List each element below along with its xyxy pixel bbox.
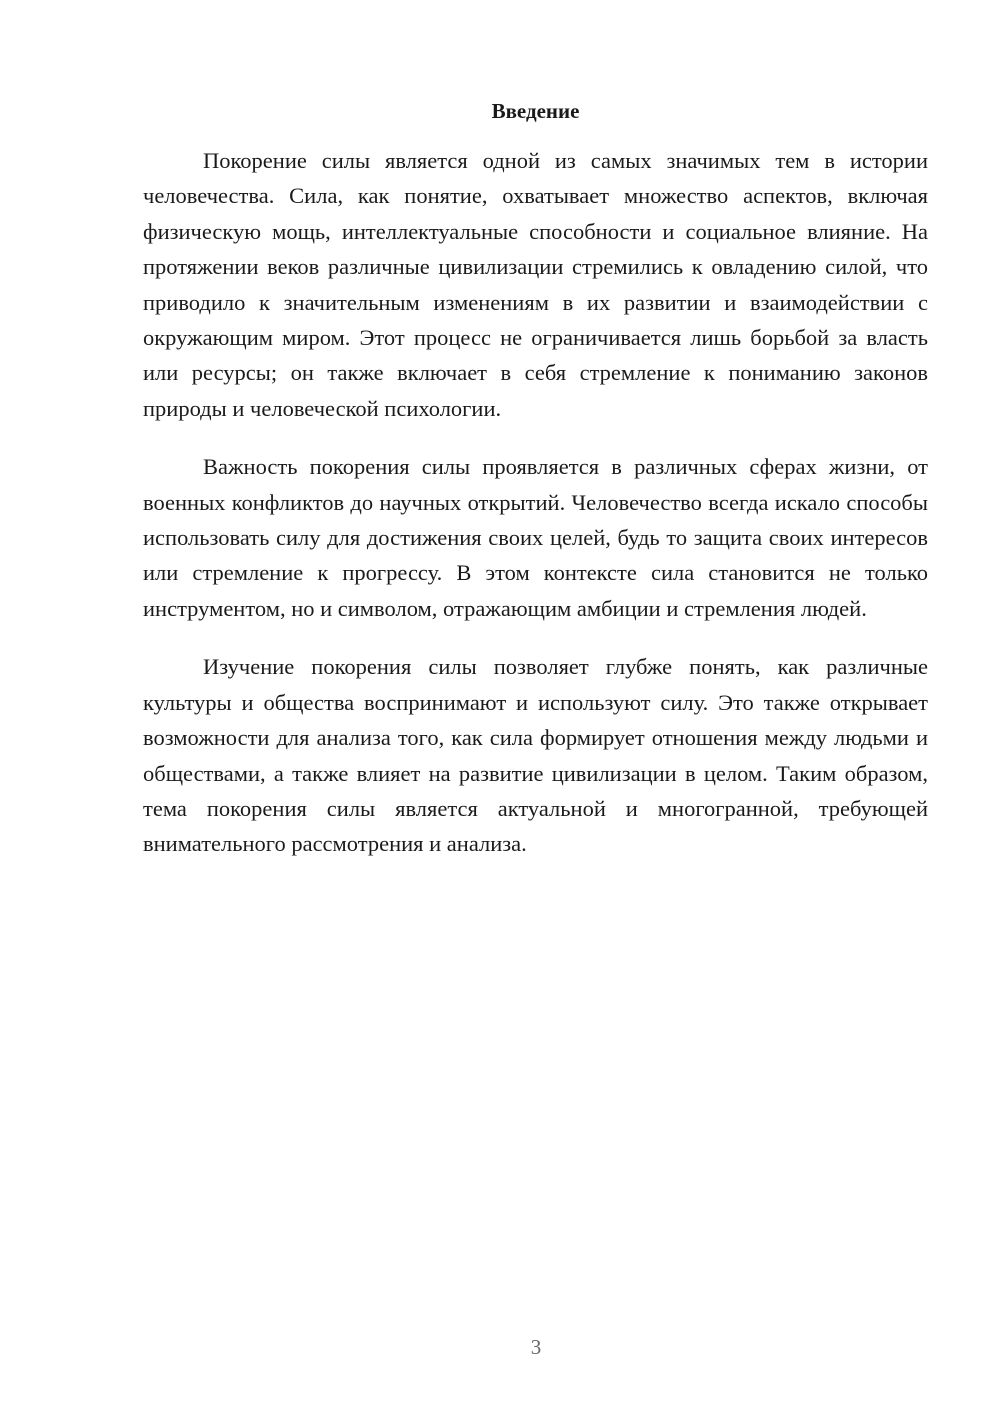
body-text (143, 143, 928, 885)
paragraph-2: Важность покорения силы проявляется в различных сферах жизни, от военных конфликтов до научных открытий. Человечество всегда искало способы использовать силу для достижения своих целей, будь то защита своих интересов или стремление к прогрессу. В этом контексте сила становится не только инструментом, но и символом, отражающим амбиции и стремления людей. (143, 454, 928, 621)
section-heading: Введение (491, 99, 580, 123)
paragraph-3: Изучение покорения силы позволяет глубже понять, как различные культуры и общества воспринимают и используют силу. Это также открывает возможности для анализа того, как сила формирует отношения между людьми и обществами, а также влияет на развитие цивилизации в целом. Таким образом, тема покорения силы является актуальной и многогранной, требующей внимательного рассмотрения и анализа. (143, 654, 928, 857)
page-number: 3 (530, 1335, 542, 1359)
paragraph-1: Покорение силы является одной из самых значимых тем в истории человечества. Сила, как понятие, охватывает множество аспектов, включая физическую мощь, интеллектуальные способности и социальное влияние. На протяжении веков различные цивилизации стремились к овладению силой, что приводило к значительным изменениям в их развитии и взаимодействии с окружающим миром. Этот процесс не ограничивается лишь борьбой за власть или ресурсы; он также включает в себя стремление к пониманию законов природы и человеческой психологии. (143, 148, 928, 421)
